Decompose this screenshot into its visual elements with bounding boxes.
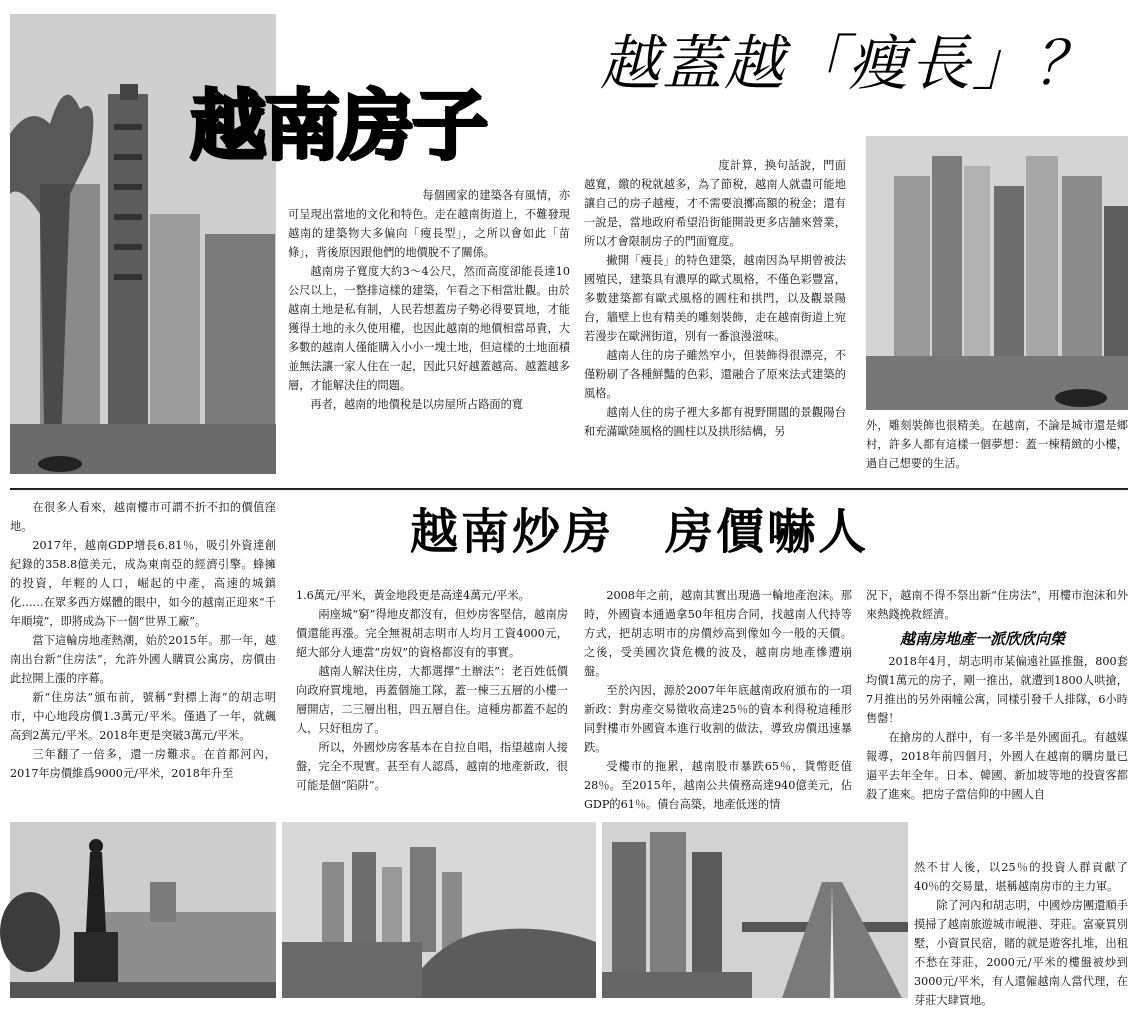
headline-sub: 越蓋越「瘦長」？ <box>600 29 1096 99</box>
section-divider <box>10 488 1128 490</box>
paragraph: 在很多人看來，越南樓市可謂不折不扣的價值窪地。 <box>10 501 276 533</box>
photo-highway-apartments <box>602 822 908 998</box>
paragraph: 受樓市的拖累，越南股市暴跌65％，貨幣貶值28％。至2015年，越南公共債務高達940億美元，佔GDP的61％。債台高築，地產低迷的情 <box>584 760 852 811</box>
paragraph: 然不甘人後，以25％的投資人群貢獻了40％的交易量，堪稱越南房市的主力軍。 <box>914 861 1128 893</box>
bottom-article-col4a <box>866 586 1128 626</box>
top-article-col1 <box>288 186 570 472</box>
bottom-article-col4c <box>914 858 1128 1007</box>
paragraph: 2018年4月，胡志明市某偏遠社區推盤，800套均價1萬元的房子，剛一推出，就遭到1800人哄搶，7月推出的另外兩幢公寓，同樣引發千人排隊，6小時售罄！ <box>866 655 1128 725</box>
paragraph: 再者，越南的地價稅是以房屋所占路面的寬 <box>310 398 523 411</box>
bottom-article-col2 <box>296 586 568 822</box>
paragraph: 當下這輪房地產熱潮，始於2015年。那一年，越南出台新“住房法”，允許外國人購買公寓房，房價由此拉開上漲的序幕。 <box>10 634 276 685</box>
paragraph: 除了河內和胡志明，中國炒房團還順手摸掃了越南旅遊城市峴港、芽莊。富豪買別墅，小資買民宿，賭的就是遊客扎堆，出租不愁在芽莊，2000元/平米的樓盤被炒到3000元/平米，有人還僱越南人當代理，在芽莊大肆買地。 <box>914 899 1128 1007</box>
paragraph: 兩座城“窮”得地皮都沒有，但炒房客堅信，越南房價還能再漲。完全無視胡志明市人均月工資4000元，絕大部分人連當“房奴”的資格都沒有的事實。 <box>296 608 568 659</box>
paragraph: 2017年，越南GDP增長6.81％，吸引外資達創紀錄的358.8億美元，成為東南亞的經濟引擎。蜂擁的投資，年輕的人口，崛起的中產，高速的城鎮化……在眾多西方媒體的眼中，如今的越南正迎來“千年順境”，即將成為下一個“世界工廠”。 <box>10 539 276 628</box>
photo-statue-city-hall <box>10 822 276 998</box>
paragraph: 度計算，換句話說，門面越寬，繳的稅就越多，為了節稅，越南人就盡可能地讓自己的房子越瘦，才不需要浪擲高額的稅金；還有一說是，當地政府希望沿街能開設更多店舖來營業，所以才會限制房子的門面寬度。 <box>584 159 846 248</box>
paragraph: 至於內因，源於2007年年底越南政府頒布的一項新政：對房產交易徵收高達25％的資本利得稅這種形同對樓市外國資本進行收割的做法，導致房價迅速暴跌。 <box>584 684 852 754</box>
paragraph: 越南人住的房子雖然窄小，但裝飾得很漂亮，不僅粉刷了各種鮮豔的色彩，還融合了原來法式建築的風格。 <box>584 349 846 400</box>
paragraph: 所以，外國炒房客基本在自拉自唱，指望越南人接盤，完全不現實。甚至有人認爲，越南的地產新政，很可能是個“陷阱”。 <box>296 741 568 792</box>
paragraph: 越南人解決住房，大都選擇“土辦法”：老百姓低價向政府買塊地，再蓋個施工隊，蓋一棟三五層的小樓一層開店，二三層出租，四五層自住。這種房都蓋不起的人，只好租房了。 <box>296 665 568 735</box>
paragraph: 在搶房的人群中，有一多半是外國面孔。有越媒報導，2018年前四個月，外國人在越南的購房量已逼平去年全年。日本、韓國、新加坡等地的投資客都殺了進來。把房子當信仰的中國人自 <box>866 731 1128 801</box>
paragraph: 三年翻了一倍多，還一房難求。在首都河內，2017年房價維爲9000元/平米，2018年升至 <box>10 748 276 780</box>
photo-riverside-towers <box>282 822 596 998</box>
photo-colorful-narrow-houses <box>866 136 1128 410</box>
headline-main: 越南房子 <box>190 81 486 170</box>
top-article-col2 <box>584 156 846 474</box>
paragraph: 況下，越南不得不祭出新“住房法”，用樓市泡沫和外來熱錢挽救經濟。 <box>866 589 1128 621</box>
top-article-col3 <box>866 416 1128 474</box>
paragraph: 每個國家的建築各有風情，亦可呈現出當地的文化和特色。走在越南街道上，不難發現越南的建築物大多偏向「瘦長型」，之所以會如此「苗條」，背後原因跟他們的地價脫不了關係。 <box>288 189 570 259</box>
paragraph: 1.6萬元/平米，黃金地段更是高達4萬元/平米。 <box>296 589 530 602</box>
paragraph: 撇開「瘦長」的特色建築，越南因為早期曾被法國殖民，建築具有濃厚的歐式風格，不僅色彩豐富，多數建築都有歐式風格的圓柱和拱門，以及觀景陽台，牆壁上也有精美的雕刻裝飾，走在越南街道上宛若漫步在歐洲街道，別有一番浪漫滋味。 <box>584 254 846 343</box>
paragraph: 越南房子寬度大約3～4公尺，然而高度卻能長達10公尺以上，一整排這樣的建築，乍看之下相當壯觀。由於越南土地是私有制，人民若想蓋房子勢必得要買地，才能獲得土地的永久使用權，也因此越南的地價相當昂貴，大多數的越南人僅能購入小小一塊土地，但這樣的土地面積並無法讓一家人住在一起，因此只好越蓋越高、越蓋越多層，才能解決住的問題。 <box>288 265 570 392</box>
paragraph: 2008年之前，越南其實出現過一輪地產泡沫。那時，外國資本通過拿50年租房合同，找越南人代持等方式，把胡志明市的房價炒高到像如今一般的天價。之後，受美國次貸危機的波及，越南房地產慘遭崩盤。 <box>584 589 852 678</box>
headline-bottom: 越南炒房 房價嚇人 <box>410 504 870 560</box>
bottom-article-col3 <box>584 586 852 822</box>
paragraph: 外，雕刻裝飾也很精美。在越南，不論是城市還是鄉村，許多人都有這樣一個夢想：蓋一棟精緻的小樓，過自己想要的生活。 <box>866 419 1128 470</box>
paragraph: 越南人住的房子裡大多都有視野開闊的景觀陽台和充滿歐陸風格的圓柱以及拱形結構，另 <box>584 406 846 438</box>
paragraph: 新“住房法”頒布前，號稱“對標上海”的胡志明市，中心地段房價1.3萬元/平米。僅過了一年，就飆高到2萬元/平米。2018年更是突破3萬元/平米。 <box>10 691 276 742</box>
subhead-market: 越南房地產一派欣欣向榮 <box>900 630 1066 648</box>
bottom-article-col1 <box>10 498 276 820</box>
